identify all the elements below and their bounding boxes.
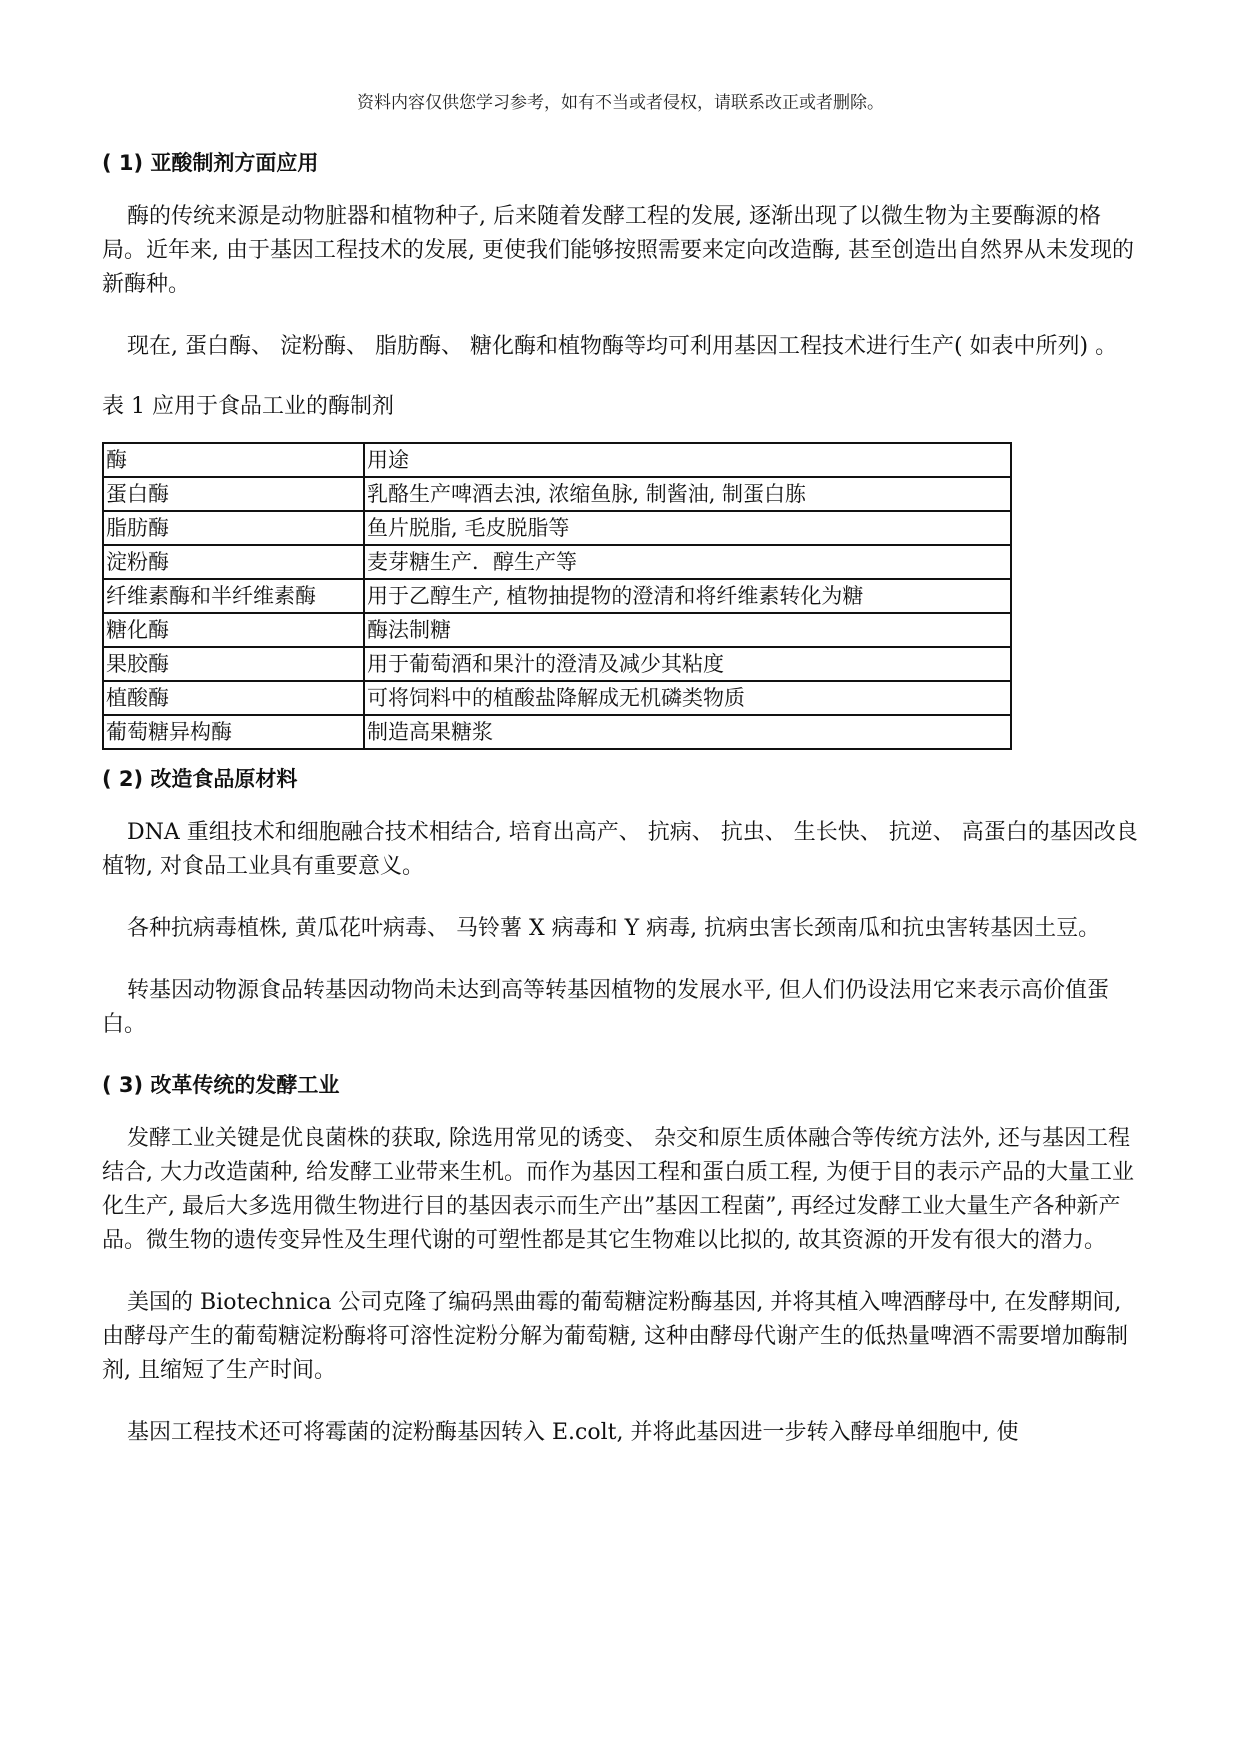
table-caption: 表 1 应用于食品工业的酶制剂 bbox=[102, 394, 394, 419]
table-cell-use: 鱼片脱脂, 毛皮脱脂等 bbox=[364, 511, 1011, 545]
section-1-paragraph: 酶的传统来源是动物脏器和植物种子, 后来随着发酵工程的发展, 逐渐出现了以微生物为主要酶源的格局。近年来, 由于基因工程技术的发展, 更使我们能够按照需要来定向改造酶, 甚至创造出自然界从未发现的新酶种。 bbox=[102, 204, 1134, 297]
table-cell-use: 用于乙醇生产, 植物抽提物的澄清和将纤维素转化为糖 bbox=[364, 579, 1011, 613]
table-cell-use: 制造高果糖浆 bbox=[364, 715, 1011, 749]
table-cell-use: 乳酪生产啤酒去浊, 浓缩鱼脉, 制酱油, 制蛋白胨 bbox=[364, 477, 1011, 511]
section-2-paragraph: 转基因动物源食品转基因动物尚未达到高等转基因植物的发展水平, 但人们仍设法用它来表示高价值蛋白。 bbox=[102, 978, 1109, 1037]
section-3-paragraph: 基因工程技术还可将霉菌的淀粉酶基因转入 E.colt, 并将此基因进一步转入酵母单细胞中, 使 bbox=[127, 1420, 1019, 1445]
section-2-heading: ( 2) 改造食品原材料 bbox=[102, 767, 298, 791]
section-3-heading: ( 3) 改革传统的发酵工业 bbox=[102, 1073, 340, 1097]
section-1-paragraph: 现在, 蛋白酶、 淀粉酶、 脂肪酶、 糖化酶和植物酶等均可利用基因工程技术进行生产( 如表中所列) 。 bbox=[127, 334, 1118, 359]
table-cell-enzyme: 脂肪酶 bbox=[103, 511, 364, 545]
section-1-heading: ( 1) 亚酸制剂方面应用 bbox=[102, 151, 319, 175]
table-row bbox=[103, 647, 1011, 681]
table-row bbox=[103, 579, 1011, 613]
table-cell-enzyme: 纤维素酶和半纤维素酶 bbox=[103, 579, 364, 613]
table-header-cell: 用途 bbox=[364, 443, 1011, 477]
table-row bbox=[103, 681, 1011, 715]
enzyme-table bbox=[102, 442, 1012, 750]
table-cell-use: 用于葡萄酒和果汁的澄清及减少其粘度 bbox=[364, 647, 1011, 681]
table-row bbox=[103, 511, 1011, 545]
table-cell-enzyme: 淀粉酶 bbox=[103, 545, 364, 579]
table-cell-use: 麦芽糖生产．醇生产等 bbox=[364, 545, 1011, 579]
section-3-paragraph: 发酵工业关键是优良菌株的获取, 除选用常见的诱变、 杂交和原生质体融合等传统方法外, 还与基因工程结合, 大力改造菌种, 给发酵工业带来生机。而作为基因工程和蛋白质工程, 为便于目的表示产品的大量工业化生产, 最后大多选用微生物进行目的基因表示而生产出”基因工程菌”, 再经过发酵工业大量生产各种新产品。微生物的遗传变异性及生理代谢的可塑性都是其它生物难以比拟的, 故其资源的开发有很大的潜力。 bbox=[102, 1126, 1134, 1253]
table-row bbox=[103, 477, 1011, 511]
table-cell-use: 酶法制糖 bbox=[364, 613, 1011, 647]
section-2-paragraph: 各种抗病毒植株, 黄瓜花叶病毒、 马铃薯 X 病毒和 Y 病毒, 抗病虫害长颈南瓜和抗虫害转基因土豆。 bbox=[127, 916, 1101, 941]
section-2-paragraph: DNA 重组技术和细胞融合技术相结合, 培育出高产、 抗病、 抗虫、 生长快、 抗逆、 高蛋白的基因改良植物, 对食品工业具有重要意义。 bbox=[102, 820, 1138, 879]
section-3-paragraph: 美国的 Biotechnica 公司克隆了编码黑曲霉的葡萄糖淀粉酶基因, 并将其植入啤酒酵母中, 在发酵期间, 由酵母产生的葡萄糖淀粉酶将可溶性淀粉分解为葡萄糖, 这种由酵母代谢产生的低热量啤酒不需要增加酶制剂, 且缩短了生产时间。 bbox=[102, 1290, 1128, 1383]
table-cell-enzyme: 植酸酶 bbox=[103, 681, 364, 715]
table-cell-enzyme: 蛋白酶 bbox=[103, 477, 364, 511]
table-cell-use: 可将饲料中的植酸盐降解成无机磷类物质 bbox=[364, 681, 1011, 715]
table-header-cell: 酶 bbox=[103, 443, 364, 477]
table-header-row bbox=[103, 443, 1011, 477]
document-body bbox=[102, 148, 1142, 1478]
header-notice: 资料内容仅供您学习参考，如有不当或者侵权，请联系改正或者删除。 bbox=[357, 93, 884, 113]
table-cell-enzyme: 糖化酶 bbox=[103, 613, 364, 647]
table-cell-enzyme: 果胶酶 bbox=[103, 647, 364, 681]
table-cell-enzyme: 葡萄糖异构酶 bbox=[103, 715, 364, 749]
table-row bbox=[103, 613, 1011, 647]
table-row bbox=[103, 545, 1011, 579]
table-row bbox=[103, 715, 1011, 749]
